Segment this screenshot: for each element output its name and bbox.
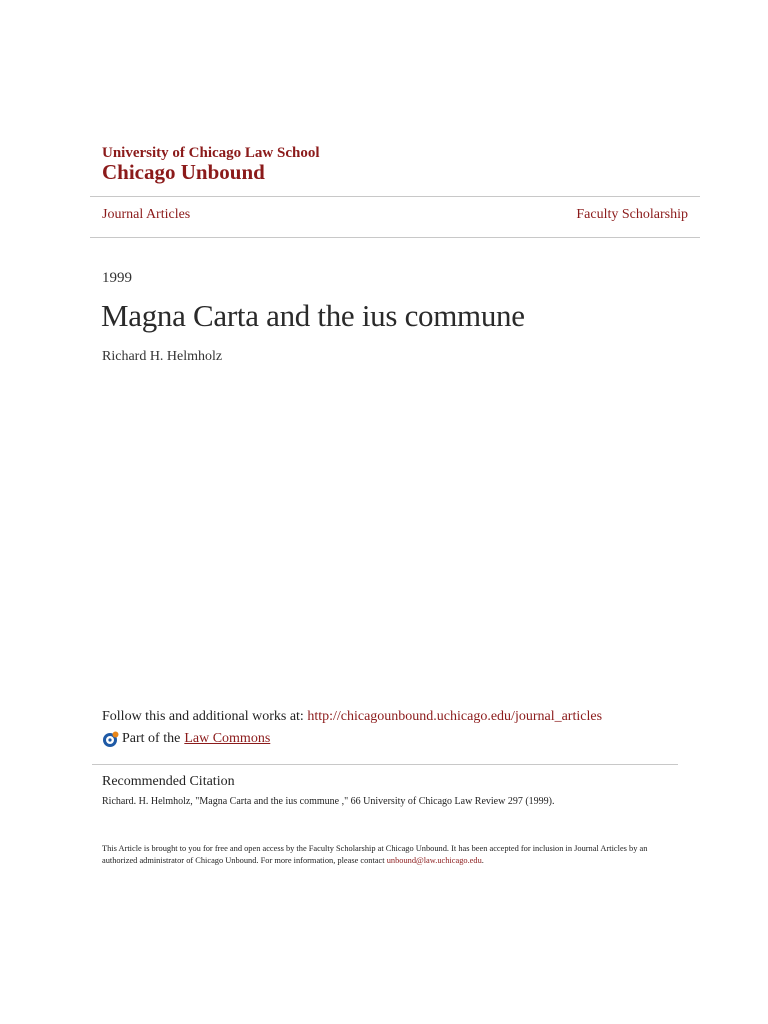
- notice-text: This Article is brought to you for free and open access by the Faculty Scholarship at Chicago Unbound. It has been accepted for inclusion in Journal Articles by an authorized administrator of Chicago Unbound. For more information, please contact: [102, 844, 648, 865]
- repository-name: Chicago Unbound: [102, 160, 265, 184]
- part-of-prefix: Part of the: [122, 731, 181, 746]
- notice-suffix: .: [481, 856, 484, 865]
- article-year: 1999: [102, 270, 132, 286]
- journal-articles-link[interactable]: Journal Articles: [102, 207, 191, 222]
- citation-text: Richard. H. Helmholz, "Magna Carta and the ius commune ," 66 University of Chicago Law Review 297 (1999).: [102, 796, 555, 807]
- commons-network-icon: [102, 730, 120, 748]
- access-notice: [102, 843, 662, 867]
- follow-prefix: Follow this and additional works at:: [102, 709, 308, 724]
- article-title: Magna Carta and the ius commune: [101, 298, 525, 333]
- header-divider-top: [90, 196, 700, 197]
- part-of-line: [102, 730, 270, 748]
- header-divider-bottom: [90, 237, 700, 238]
- citation-divider: [92, 764, 678, 765]
- law-commons-link[interactable]: Law Commons: [184, 731, 271, 746]
- contact-email-link[interactable]: unbound@law.uchicago.edu: [386, 856, 482, 865]
- follow-line: [102, 708, 602, 725]
- article-author: Richard H. Helmholz: [102, 349, 223, 364]
- org-name: University of Chicago Law School: [102, 145, 320, 161]
- faculty-scholarship-link[interactable]: Faculty Scholarship: [576, 207, 688, 222]
- citation-heading: Recommended Citation: [102, 774, 235, 789]
- journal-articles-url-link[interactable]: http://chicagounbound.uchicago.edu/journal_articles: [307, 709, 603, 724]
